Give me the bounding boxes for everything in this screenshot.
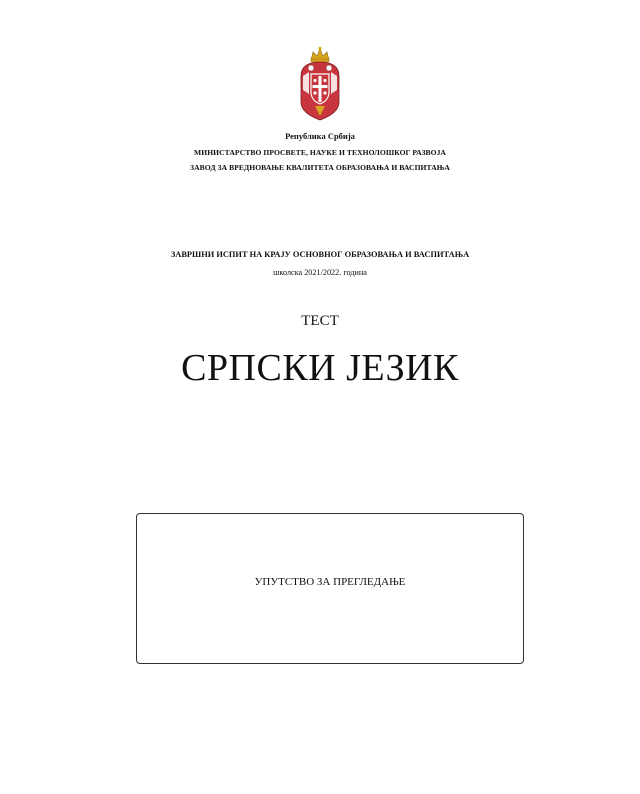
- test-label: ТЕСТ: [301, 313, 339, 329]
- crown-icon: [311, 47, 329, 62]
- instructions-box: [136, 513, 524, 664]
- serbia-coat-of-arms-icon: [297, 46, 343, 124]
- exam-title: ЗАВРШНИ ИСПИТ НА КРАЈУ ОСНОВНОГ ОБРАЗОВАЊА И ВАСПИТАЊА: [170, 250, 470, 259]
- instructions-label: УПУТСТВО ЗА ПРЕГЛЕДАЊЕ: [254, 576, 406, 588]
- school-year: школска 2021/2022. година: [273, 268, 367, 277]
- republic-name: Република Србија: [285, 131, 355, 141]
- ministry-name: МИНИСТАРСТВО ПРОСВЕТЕ, НАУКЕ И ТЕХНОЛОШКОГ РАЗВОЈА: [194, 148, 446, 157]
- institute-name: ЗАВОД ЗА ВРЕДНОВАЊЕ КВАЛИТЕТА ОБРАЗОВАЊА И ВАСПИТАЊА: [190, 163, 450, 172]
- subject-title: СРПСКИ ЈЕЗИК: [181, 347, 459, 389]
